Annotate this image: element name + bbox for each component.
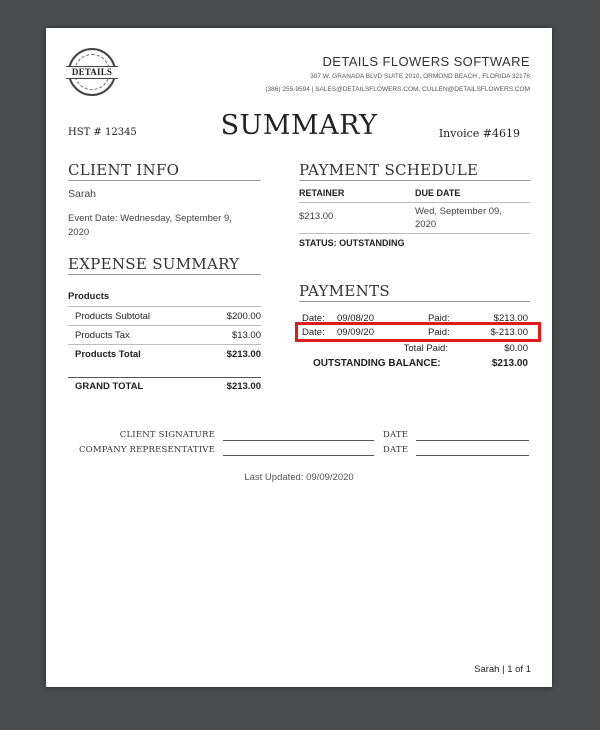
expense-row-value: $213.00 — [226, 349, 261, 360]
outstanding-balance-value: $213.00 — [491, 358, 528, 369]
company-rep-line[interactable] — [223, 455, 374, 456]
schedule-status: STATUS: OUTSTANDING — [299, 238, 405, 248]
total-paid-value: $0.00 — [504, 343, 528, 354]
retainer-header: RETAINER — [299, 188, 345, 198]
grand-total-label: GRAND TOTAL — [75, 381, 144, 392]
expense-row-value: $13.00 — [231, 330, 261, 341]
due-date-line2: 2020 — [415, 219, 437, 230]
expense-rule-1 — [68, 306, 261, 307]
invoice-number: Invoice #4619 — [438, 127, 520, 140]
company-name: DETAILS FLOWERS SOFTWARE — [322, 54, 530, 69]
payment-paid-label: Paid: — [428, 327, 450, 338]
products-group-label: Products — [68, 291, 110, 302]
company-date-line[interactable] — [416, 455, 529, 456]
expense-row-value: $200.00 — [226, 311, 261, 322]
payments-heading: PAYMENTS — [299, 282, 530, 302]
document-page — [46, 28, 552, 687]
total-paid-label: Total Paid: — [403, 343, 448, 354]
payment-paid-label: Paid: — [428, 313, 450, 324]
client-info-heading: CLIENT INFO — [68, 161, 261, 181]
payment-amount: $213.00 — [493, 313, 528, 324]
expense-rule-2 — [68, 325, 261, 326]
company-contact: (386) 255-9594 | SALES@DETAILSFLOWERS.COM, CULLEN@DETAILSFLOWERS.COM — [265, 86, 530, 93]
expense-row-label: Products Tax — [75, 330, 130, 341]
payment-date: 09/08/20 — [337, 313, 374, 324]
due-date-line1: Wed, September 09, — [415, 206, 502, 217]
company-logo — [68, 48, 116, 96]
footer-page: | 1 of 1 — [502, 664, 531, 675]
retainer-amount: $213.00 — [299, 211, 334, 222]
last-updated: Last Updated: 09/09/2020 — [244, 472, 354, 483]
payment-date-label: Date: — [302, 327, 325, 338]
company-date-label: DATE — [383, 445, 409, 455]
expense-row-label: Products Subtotal — [75, 311, 150, 322]
page-footer — [474, 664, 531, 675]
footer-name: Sarah — [474, 664, 500, 675]
hst-number: HST # 12345 — [68, 127, 137, 138]
expense-summary-heading: EXPENSE SUMMARY — [68, 255, 261, 275]
event-date-line1: Event Date: Wednesday, September 9, — [68, 213, 232, 224]
highlight-box — [295, 322, 541, 342]
client-signature-line[interactable] — [223, 440, 374, 441]
event-date-line2: 2020 — [68, 227, 90, 238]
page-title: SUMMARY — [220, 110, 378, 141]
client-name: Sarah — [68, 188, 97, 200]
payment-schedule-heading: PAYMENT SCHEDULE — [299, 161, 530, 181]
grand-total-rule — [68, 377, 261, 378]
company-rep-label: COMPANY REPRESENTATIVE — [78, 445, 215, 455]
payment-amount: $-213.00 — [490, 327, 528, 338]
company-address: 307 W. GRANADA BLVD SUITE 2010, ORMOND BEACH , FLORIDA 32176 — [310, 73, 530, 80]
expense-row-label: Products Total — [75, 349, 141, 360]
client-date-label: DATE — [383, 430, 409, 440]
schedule-header-rule — [299, 202, 530, 203]
expense-rule-3 — [68, 344, 261, 345]
logo-text: DETAILS — [66, 66, 118, 79]
payment-date-label: Date: — [302, 313, 325, 324]
payment-date: 09/09/20 — [337, 327, 374, 338]
schedule-row-rule — [299, 233, 530, 234]
outstanding-balance-label: OUTSTANDING BALANCE: — [313, 358, 441, 369]
grand-total-value: $213.00 — [226, 381, 261, 392]
client-signature-label: CLIENT SIGNATURE — [119, 430, 215, 440]
client-date-line[interactable] — [416, 440, 529, 441]
due-date-header: DUE DATE — [415, 188, 461, 198]
